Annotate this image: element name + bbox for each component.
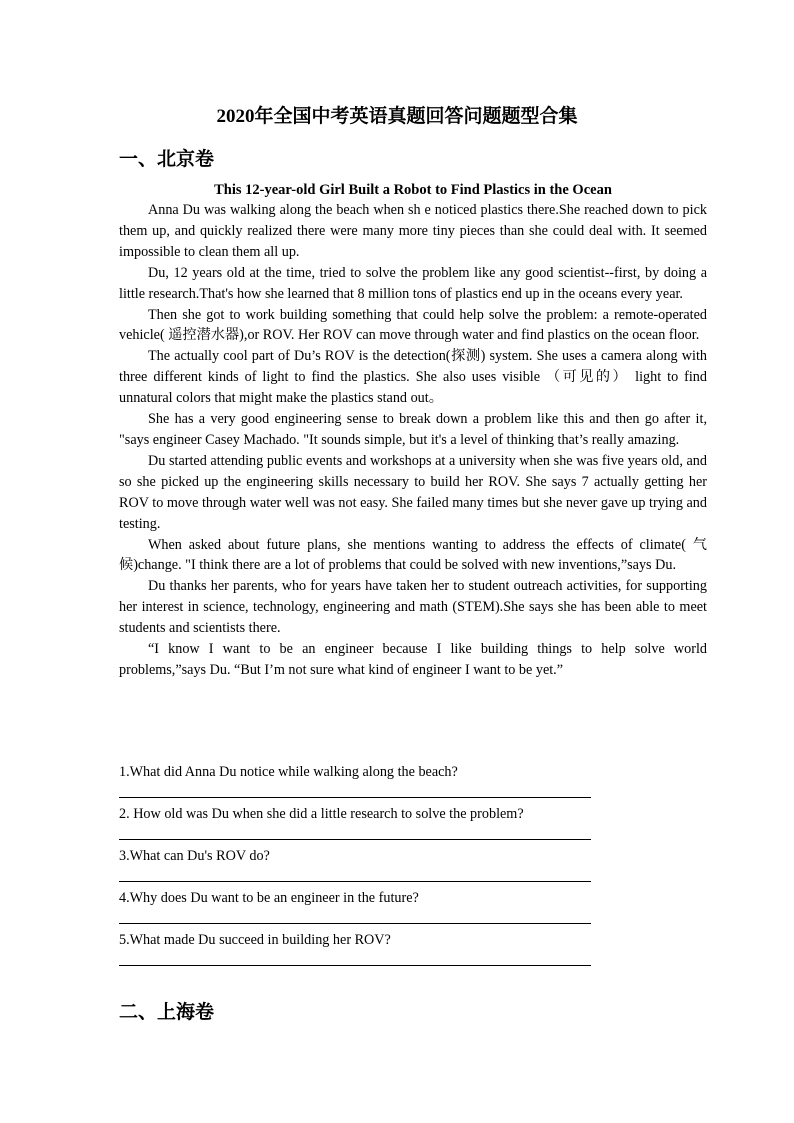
- question-list: [119, 762, 707, 972]
- document-title: 2020年全国中考英语真题回答问题题型合集: [216, 106, 578, 127]
- question-text: 1.What did Anna Du notice while walking along the beach?: [119, 764, 458, 780]
- article-paragraph: Then she got to work building something that could help solve the problem: a remote-operated vehicle( 遥控潜水器),or ROV. Her ROV can move through water and find plastics on the ocean floor.: [119, 306, 707, 344]
- section-heading-shanghai: 二、上海卷: [119, 1002, 215, 1023]
- question-item: [119, 930, 707, 972]
- article-paragraph: Du thanks her parents, who for years have taken her to student outreach activities, for supporting her interest in science, technology, engineering and math (STEM).She says she has been able to meet students and scientists there.: [119, 578, 707, 637]
- answer-line[interactable]: [119, 839, 591, 840]
- article-paragraph: When asked about future plans, she mentions wanting to address the effects of climate( 气候)change. "I think there are a lot of problems that could be solved with new inventions,”says Du.: [119, 536, 707, 574]
- article-title: This 12-year-old Girl Built a Robot to Find Plastics in the Ocean: [214, 182, 612, 198]
- answer-line[interactable]: [119, 965, 591, 966]
- section-heading-beijing: 一、北京卷: [119, 149, 215, 170]
- question-item: [119, 846, 707, 888]
- article-paragraph: Du started attending public events and workshops at a university when she was five years old, and so she picked up the engineering skills necessary to build her ROV. She says 7 actually getting her ROV to move through water well was not easy. She failed many times but she never gave up trying and testing.: [119, 452, 707, 532]
- article-paragraph: Anna Du was walking along the beach when sh e noticed plastics there.She reached down to pick them up, and quickly realized there were many more tiny pieces than she could deal with. It seemed impossible to clean them all up.: [119, 202, 707, 260]
- article-paragraph: Du, 12 years old at the time, tried to solve the problem like any good scientist--first, by doing a little research.That's how she learned that 8 million tons of plastics end up in the oceans every year.: [119, 264, 707, 302]
- answer-line[interactable]: [119, 881, 591, 882]
- question-text: 5.What made Du succeed in building her ROV?: [119, 932, 391, 948]
- question-item: [119, 762, 707, 804]
- article-paragraph: The actually cool part of Du’s ROV is the detection(探测) system. She uses a camera along with three different kinds of light to find the plastics. She also uses visible （可见的） light to find unnatural colors that might make the plastics stand out。: [119, 348, 707, 407]
- question-text: 4.Why does Du want to be an engineer in the future?: [119, 890, 419, 906]
- question-text: 3.What can Du's ROV do?: [119, 848, 270, 864]
- question-item: [119, 888, 707, 930]
- answer-line[interactable]: [119, 923, 591, 924]
- article-paragraph: She has a very good engineering sense to break down a problem like this and then go after it, "says engineer Casey Machado. "It sounds simple, but it's a level of thinking that’s really amazing.: [119, 411, 707, 448]
- article-body: [119, 200, 707, 681]
- question-text: 2. How old was Du when she did a little research to solve the problem?: [119, 806, 524, 822]
- answer-line[interactable]: [119, 797, 591, 798]
- question-item: [119, 804, 707, 846]
- article-paragraph: “I know I want to be an engineer because I like building things to help solve world problems,”says Du. “But I’m not sure what kind of engineer I want to be yet.”: [119, 641, 707, 678]
